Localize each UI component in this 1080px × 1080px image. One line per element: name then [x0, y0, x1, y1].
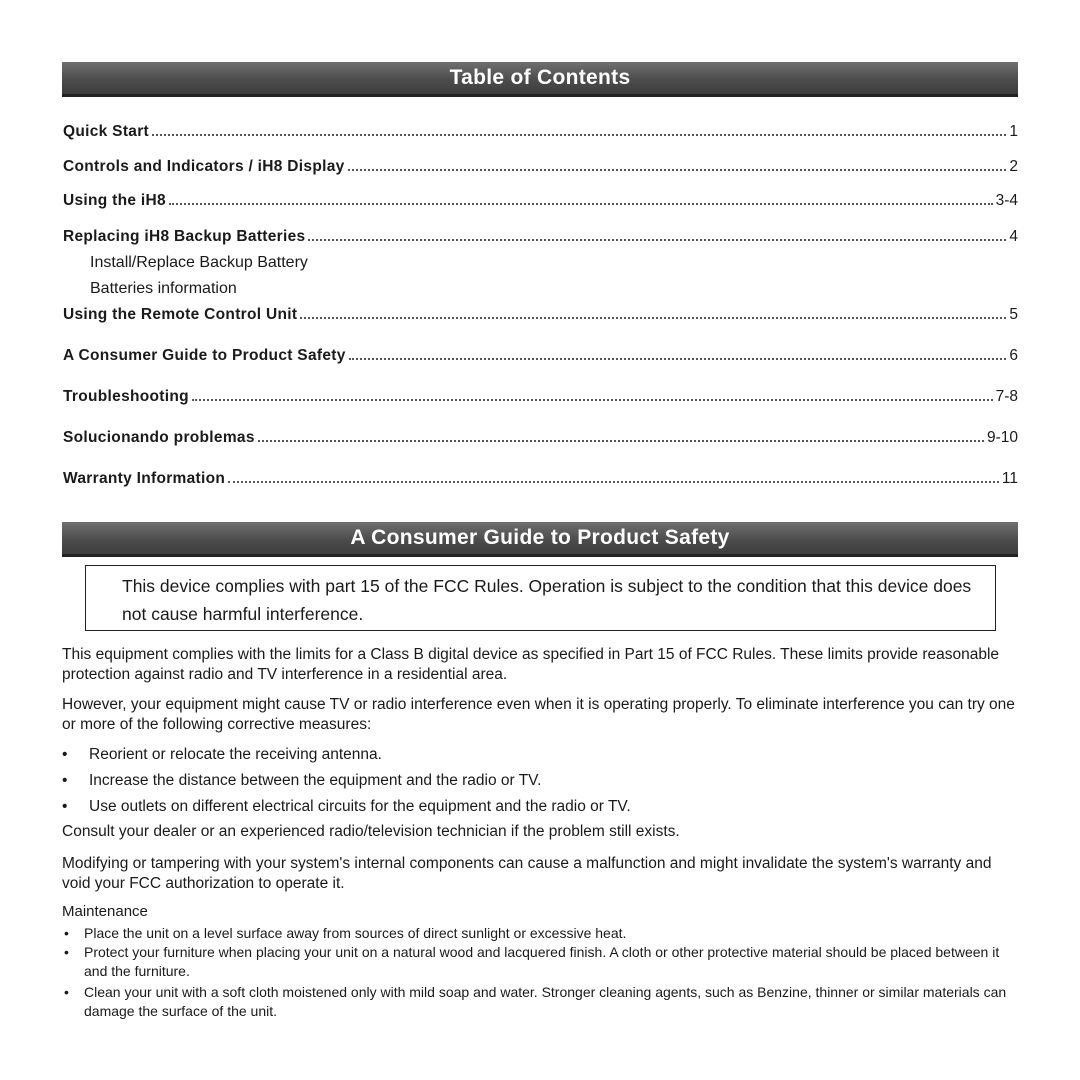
maintenance-item	[62, 943, 1020, 981]
toc-entry-title: Using the iH8	[63, 192, 166, 209]
toc-leader	[258, 440, 984, 442]
toc-entry-page: 4	[1009, 228, 1018, 245]
maintenance-text: Protect your furniture when placing your unit on a natural wood and lacquered finish. A cloth or other protective material should be placed between it and the furniture.	[84, 944, 1000, 979]
toc-leader	[348, 169, 1007, 171]
toc-entry-page: 6	[1009, 347, 1018, 364]
maintenance-text: Place the unit on a level surface away from sources of direct sunlight or excessive heat.	[84, 925, 627, 941]
toc-entry[interactable]	[63, 123, 1018, 147]
bullet-icon: •	[62, 746, 68, 763]
toc-entry-title: Controls and Indicators / iH8 Display	[63, 158, 345, 175]
toc-entry-page: 5	[1009, 306, 1018, 323]
safety-banner	[62, 522, 1018, 554]
safety-title: A Consumer Guide to Product Safety	[350, 526, 730, 549]
bullet-icon: •	[62, 772, 68, 789]
toc-entry[interactable]	[63, 470, 1018, 494]
toc-subentry: Install/Replace Backup Battery	[90, 254, 308, 271]
class-b-paragraph: This equipment complies with the limits for a Class B digital device as specified in Part 15 of FCC Rules. These limits provide reasonable protection against radio and TV interference in a residential area.	[62, 646, 1000, 683]
toc-leader	[228, 481, 999, 483]
toc-entry-title: Replacing iH8 Backup Batteries	[63, 228, 306, 245]
fcc-notice-box: This device complies with part 15 of the FCC Rules. Operation is subject to the condition that this device does not cause harmful interference.	[85, 565, 996, 631]
toc-subentry: Batteries information	[90, 280, 237, 297]
toc-entry-title: Quick Start	[63, 123, 149, 140]
toc-entry-title: Using the Remote Control Unit	[63, 306, 298, 323]
toc-leader	[152, 134, 1006, 136]
toc-entry[interactable]	[63, 306, 1018, 330]
maintenance-item	[62, 924, 1020, 943]
bullet-icon: •	[62, 798, 68, 815]
toc-entry-page: 9-10	[986, 429, 1018, 446]
maintenance-heading: Maintenance	[62, 903, 148, 920]
measure-text: Increase the distance between the equipment and the radio or TV.	[89, 772, 542, 789]
toc-entry[interactable]	[63, 347, 1018, 371]
toc-banner	[62, 62, 1018, 94]
consult-paragraph: Consult your dealer or an experienced radio/television technician if the problem still exists.	[62, 823, 680, 840]
toc-entry[interactable]	[63, 158, 1018, 182]
toc-entry[interactable]	[63, 228, 1018, 252]
toc-entry[interactable]	[63, 429, 1018, 453]
bullet-icon: •	[64, 925, 69, 941]
toc-entry-page: 2	[1009, 158, 1018, 175]
toc-entry-title: Warranty Information	[63, 470, 226, 487]
toc-title: Table of Contents	[449, 66, 631, 89]
maintenance-text: Clean your unit with a soft cloth moistened only with mild soap and water. Stronger cleaning agents, such as Benzine, thinner or similar materials can damage the surface of the unit.	[84, 984, 1007, 1019]
toc-leader	[300, 317, 1006, 319]
maintenance-item	[62, 983, 1020, 1021]
toc-entry[interactable]	[63, 192, 1018, 216]
bullet-icon: •	[64, 984, 69, 1000]
toc-entry-title: Solucionando problemas	[63, 429, 255, 446]
toc-entry-title: A Consumer Guide to Product Safety	[63, 347, 346, 364]
toc-entry-page: 1	[1009, 123, 1018, 140]
measure-text: Reorient or relocate the receiving antenna.	[89, 746, 382, 763]
tampering-paragraph: Modifying or tampering with your system's internal components can cause a malfunction and might invalidate the system's warranty and void your FCC authorization to operate it.	[62, 855, 992, 892]
toc-leader	[192, 399, 993, 401]
toc-entry-title: Troubleshooting	[63, 388, 189, 405]
bullet-icon: •	[64, 944, 69, 960]
toc-entry-page: 7-8	[995, 388, 1018, 405]
toc-leader	[308, 239, 1006, 241]
toc-entry-page: 11	[1001, 470, 1018, 487]
toc-leader	[169, 203, 993, 205]
interference-paragraph: However, your equipment might cause TV or radio interference even when it is operating properly. To eliminate interference you can try one or more of the following corrective measures:	[62, 696, 1015, 733]
toc-entry-page: 3-4	[995, 192, 1018, 209]
measure-text: Use outlets on different electrical circuits for the equipment and the radio or TV.	[89, 798, 631, 815]
toc-leader	[349, 358, 1007, 360]
toc-entry[interactable]	[63, 388, 1018, 412]
